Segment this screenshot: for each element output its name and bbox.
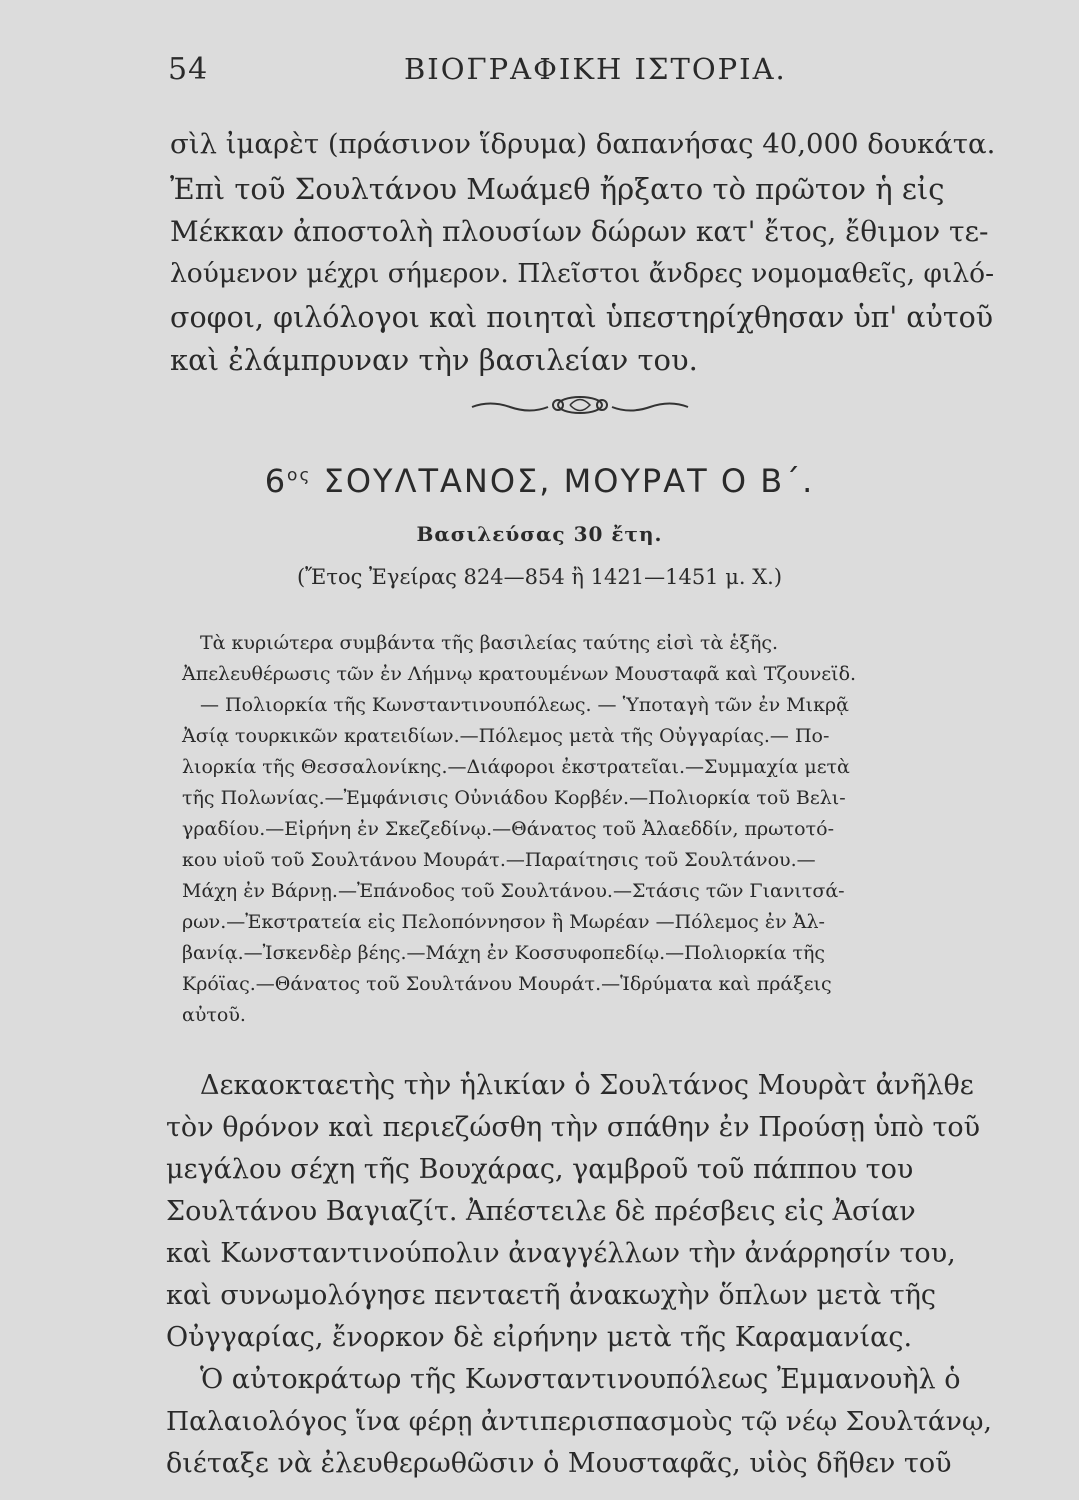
section-number-suffix: ος (287, 465, 312, 486)
summary-line: ρων.—Ἐκστρατεία εἰς Πελοπόννησον ἢ Μωρέαν —Πόλεμος ἐν Ἀλ- (182, 911, 825, 933)
summary-line: Μάχη ἐν Βάρνῃ.—Ἐπάνοδος τοῦ Σουλτάνου.—Στάσις τῶν Γιανιτσά- (182, 880, 845, 902)
reign-duration: Βασιλεύσας 30 ἔτη. (416, 522, 663, 546)
intro-line: καὶ ἐλάμπρυναν τὴν βασιλείαν του. (170, 343, 698, 377)
body-line: μεγάλου σέχη τῆς Βουχάρας, γαμβροῦ τοῦ πάππου του (166, 1154, 914, 1185)
summary-line: λιορκία τῆς Θεσσαλονίκης.—Διάφοροι ἐκστρατεῖαι.—Συμμαχία μετὰ (182, 756, 850, 778)
section-name: ΣΟΥΛΤΑΝΟΣ, ΜΟΥΡΑΤ Ο Β΄. (323, 462, 815, 500)
summary-line: κου υἱοῦ τοῦ Σουλτάνου Μουράτ.—Παραίτησις τοῦ Σουλτάνου.— (182, 849, 816, 871)
summary-line: τῆς Πολωνίας.—Ἐμφάνισις Οὐνιάδου Κορβέν.—Πολιορκία τοῦ Βελι- (182, 787, 846, 809)
summary-line: βανίᾳ.—Ἰσκενδὲρ βέης.—Μάχη ἐν Κοσσυφοπεδίῳ.—Πολιορκία τῆς (182, 942, 826, 964)
summary-line: Τὰ κυριώτερα συμβάντα τῆς βασιλείας ταύτης εἰσὶ τὰ ἑξῆς. (200, 632, 779, 654)
section-title (0, 462, 1079, 500)
body-line: Ὁ αὐτοκράτωρ τῆς Κωνσταντινουπόλεως Ἐμμανουὴλ ὁ (200, 1364, 961, 1395)
ornament-divider (470, 390, 690, 420)
body-line: Οὐγγαρίας, ἔνορκον δὲ εἰρήνην μετὰ τῆς Καραμανίας. (166, 1322, 913, 1353)
body-line: διέταξε νὰ ἐλευθερωθῶσιν ὁ Μουσταφᾶς, υἱὸς δῆθεν τοῦ (166, 1448, 952, 1479)
summary-line: αὐτοῦ. (182, 1004, 246, 1026)
running-title: ΒΙΟΓΡΑΦΙΚΗ ΙΣΤΟΡΙΑ. (404, 52, 787, 86)
page-number: 54 (168, 52, 209, 87)
intro-line: σοφοι, φιλόλογοι καὶ ποιηταὶ ὑπεστηρίχθησαν ὑπ' αὐτοῦ (170, 301, 994, 334)
intro-line: λούμενον μέχρι σήμερον. Πλεῖστοι ἄνδρες νομομαθεῖς, φιλό- (170, 258, 995, 289)
reign-dates: (Ἔτος Ἐγείρας 824—854 ἢ 1421—1451 μ. Χ.) (296, 565, 783, 589)
intro-line: σὶλ ἰμαρὲτ (πράσινον ἵδρυμα) δαπανήσας 40,000 δουκάτα. (170, 128, 996, 160)
summary-line: Κρόϊας.—Θάνατος τοῦ Σουλτάνου Μουράτ.—Ἱδρύματα καὶ πράξεις (182, 973, 832, 995)
summary-line: Ἀσίᾳ τουρκικῶν κρατειδίων.—Πόλεμος μετὰ τῆς Οὐγγαρίας.— Πο- (182, 725, 830, 747)
summary-line: Ἀπελευθέρωσις τῶν ἐν Λήμνῳ κρατουμένων Μουσταφᾶ καὶ Τζουνεϊδ. (182, 663, 857, 685)
summary-line: — Πολιορκία τῆς Κωνσταντινουπόλεως. — Ὑποταγὴ τῶν ἐν Μικρᾷ (200, 694, 849, 716)
body-line: καὶ συνωμολόγησε πενταετῆ ἀνακωχὴν ὅπλων μετὰ τῆς (166, 1280, 936, 1311)
intro-line: Μέκκαν ἀποστολὴ πλουσίων δώρων κατ' ἔτος, ἔθιμον τε- (170, 215, 989, 248)
summary-line: γραδίου.—Εἰρήνη ἐν Σκεζεδίνῳ.—Θάνατος τοῦ Ἀλαεδδίν, πρωτοτό- (182, 818, 834, 840)
body-line: Σουλτάνου Βαγιαζίτ. Ἀπέστειλε δὲ πρέσβεις εἰς Ἀσίαν (166, 1196, 916, 1227)
body-line: καὶ Κωνσταντινούπολιν ἀναγγέλλων τὴν ἀνάρρησίν του, (166, 1238, 956, 1269)
body-line: Δεκαοκταετὴς τὴν ἡλικίαν ὁ Σουλτάνος Μουρὰτ ἀνῆλθε (200, 1070, 974, 1101)
body-line: Παλαιολόγος ἵνα φέρῃ ἀντιπερισπασμοὺς τῷ νέῳ Σουλτάνῳ, (166, 1406, 992, 1437)
body-line: τὸν θρόνον καὶ περιεζώσθη τὴν σπάθην ἐν Προύσῃ ὑπὸ τοῦ (166, 1112, 981, 1143)
page-header (168, 52, 959, 92)
section-number: 6 (264, 462, 288, 500)
intro-line: Ἐπὶ τοῦ Σουλτάνου Μωάμεθ ἤρξατο τὸ πρῶτον ἡ εἰς (170, 172, 945, 206)
